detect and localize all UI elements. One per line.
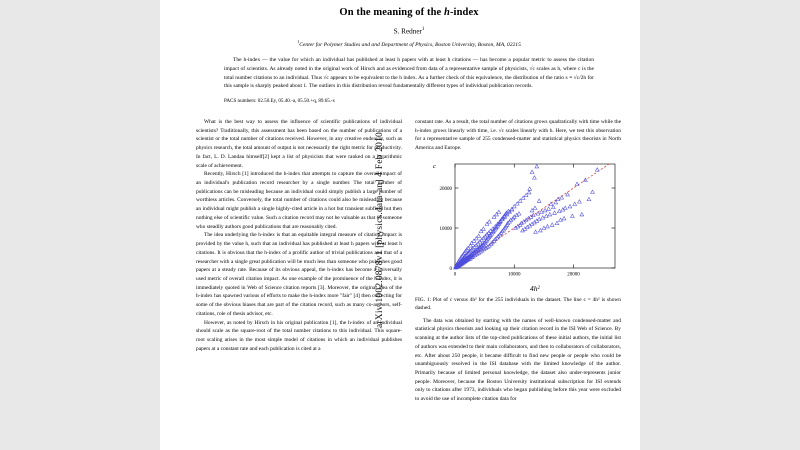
scatter-plot [415,156,621,294]
paper-content [188,0,630,450]
paragraph: The idea underlying the h-index is that an equitable integral measure of citation impact is provided by the value h, such that an individual has published at least h papers with at least h citations. It is obvious that the h-index of a prolific author of trivial publications and that of a researcher with a single great publication will be much less than someone who publishes good papers at a steady rate. Because of its obvious appeal, the h-index has become a universally used metric of overall citation impact. As one example of the prominence of the h-index, it is immediately quoted in Web of Science citation reports [3]. Moreover, the original idea of the h-index has spawned various of efforts to make the h-index more "fair" [4] then correcting for some of the obvious biases that are part of the citation record, such as many co-authors, self-citations, role of thesis advisor, etc. [196,232,402,317]
svg-text:0: 0 [453,272,457,278]
svg-text:10000: 10000 [439,226,452,232]
abstract [224,56,594,92]
title-italic: h [444,7,450,18]
svg-text:c: c [433,162,436,170]
title-post: -index [449,7,479,18]
paragraph: However, as noted by Hirsch in his original publication [1], the h-index of an individual should scale as the square-root of the total number citations to this individual. This square-root scaling arises in the most simple model of citations in which an individual publishes papers at a constant rate and each publication is cited at a [196,319,402,352]
svg-text:4h2: $4h^2$ [530,283,540,293]
figure-1 [415,156,621,313]
left-column [196,118,402,446]
paragraph: The data was obtained by starting with the names of well-known condensed-matter and statistical physics theorists and looking up their citation record in the ISI Web of Science. By scanning at the author lists of the top-cited publications of these initial authors, the initial list of authors was extended to their main collaborators, and then to collaborators of collaborators, etc. After about 250 people, it became difficult to find new people or people who could be unambiguously resolved in the ISI database with the limited knowledge of the author. Primarily because of limited personal knowledge, the dataset also under-represents junior people. Moreover, because the Boston University institutional subscription for ISI extends only to citations after 1973, individuals who began publishing before this year were excluded to avoid the use of incomplete citation data for [415,317,621,403]
caption-text: Plot of c versus 4h² for the 255 individuals in the dataset. The line c = 4h² is shown dashed. [415,296,621,312]
scatter-plot-svg [415,156,621,294]
abstract-text: The h-index — the value for which an individual has published at least h papers with at least h citations — has become a popular metric to assess the citation impact of scientists. As already noted in the original work of Hirsch and as evidenced from data of a representative sample of physicists, √c scales as h, where c is the total number citations to an individual. Thus √c appears to be equivalent to the h index. As a further check of this equivalence, the distribution of the ratio s ≡ √c/2h for this sample is sharply peaked about 1. The outliers in this distribution reveal fundamentally different types of individual publication records. [224,56,594,90]
svg-text:0: 0 [449,266,452,272]
right-column [415,118,621,446]
svg-text:20000: 20000 [567,272,580,278]
arxiv-stamp: arXiv:1002.0878v1 [physics.data-an] 4 Feb 2010 [375,132,385,328]
paragraph: constant rate. As a result, the total number of citations grows quadratically with time while the h-index grows linearly with time, i.e. √c scales linearly with h. Here, we test this observation for a representative sample of 255 condensed-matter and statistical physics theorists in North America and Europe. [415,119,621,152]
paper-page [160,0,640,450]
pacs-numbers: PACS numbers: 02.50.Ey, 05.40.-a, 05.50.+q, 89.65.-s [224,98,335,105]
svg-text:20000: 20000 [439,186,452,192]
figure-caption [415,296,621,313]
two-column-body [196,118,622,446]
paragraph: Recently, Hirsch [1] introduced the h-index that attempts to capture the overall impact of an individual's publication record researcher by a single number. The total number of publications can be misleading because an individual could simply publish a large number of worthless articles. Conversely, the total number of citations could also be misleading because an individual might publish a single highly-cited article in a hot but transient subfield but then nothing else of scientific value. Such a citation record may not be valuable as that of someone who steadily authors good publications that are reasonably cited. [196,171,402,230]
author-line [188,27,630,35]
paragraph: What is the best way to assess the influence of scientific publications of individual scientists? Traditionally, this assessment has been based on the number of publications of a scientist or the total number of citations received. However, in any creative endeavor, such as physics research, the total amount of output is not necessarily the right metric for productivity. In fact, L. D. Landau himself[2] kept a list of physicists that were ranked on a logarithmic scale of achievement. [196,119,402,169]
affiliation-line [188,39,630,48]
page-title [188,7,630,18]
caption-prefix: FIG. 1: [415,296,433,303]
affiliation-marker: 1 [297,38,300,44]
title-pre: On the meaning of the [339,7,444,18]
affiliation-text: Center for Polymer Studies and and Department of Physics, Boston University, Boston, MA, 02215 [299,41,521,48]
svg-text:10000: 10000 [508,272,521,278]
author-name: S. Redner [393,27,422,36]
author-marker: 1 [421,27,425,32]
